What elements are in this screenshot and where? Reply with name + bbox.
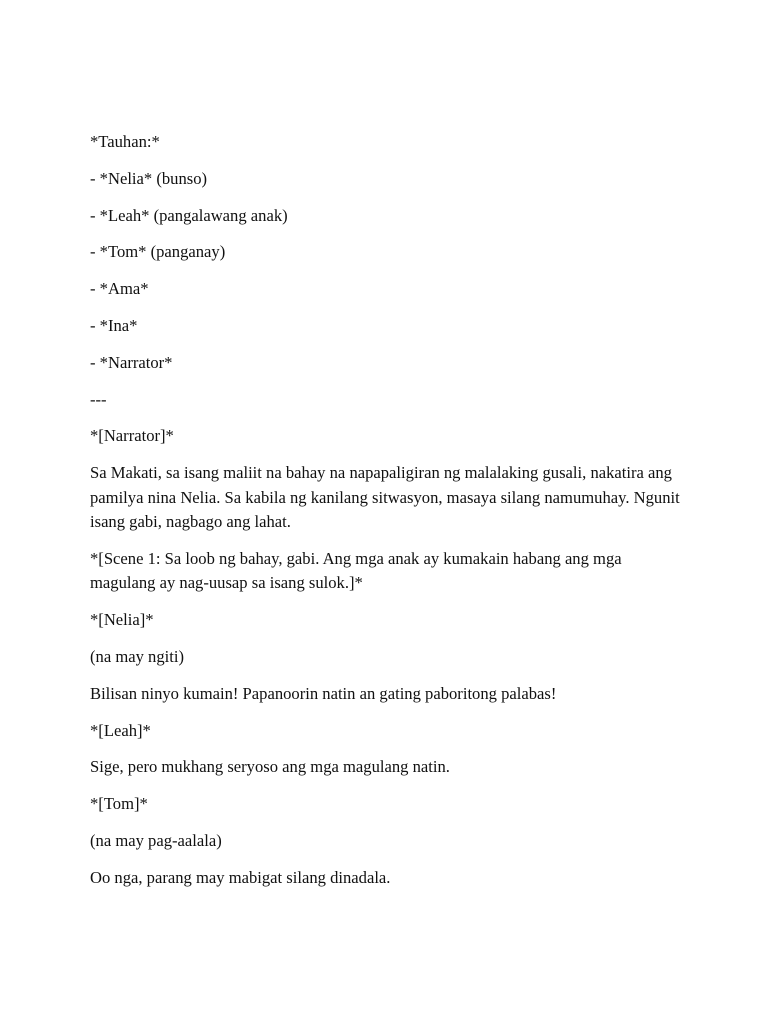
- cast-heading: *Tauhan:*: [90, 132, 160, 151]
- cast-item-nelia: - *Nelia* (bunso): [90, 168, 208, 188]
- cast-item-ina: - *Ina*: [90, 315, 138, 335]
- speaker-tom: *[Tom]*: [90, 794, 148, 814]
- dialogue-leah: Sige, pero mukhang seryoso ang mga magulang natin.: [90, 757, 450, 777]
- speaker-narrator: *[Narrator]*: [90, 426, 174, 446]
- cast-item-narrator: - *Narrator*: [90, 352, 173, 372]
- dialogue-tom: Oo nga, parang may mabigat silang dinadala.: [90, 867, 391, 887]
- cast-item-tom: - *Tom* (panganay): [90, 242, 226, 262]
- dialogue-nelia: Bilisan ninyo kumain! Papanoorin natin an gating paboritong palabas!: [90, 683, 557, 703]
- cast-item-leah: - *Leah* (pangalawang anak): [90, 205, 288, 225]
- narration-paragraph: Sa Makati, sa isang maliit na bahay na napapaligiran ng malalaking gusali, nakatira ang pamilya nina Nelia. Sa kabila ng kanilang sitwasyon, masaya silang namumuhay. Ngunit isang gabi, nagbago ang lahat.: [90, 463, 680, 532]
- scene-direction: *[Scene 1: Sa loob ng bahay, gabi. Ang mga anak ay kumakain habang ang mga magulang ay nag-uusap sa isang sulok.]*: [90, 548, 622, 593]
- section-divider: ---: [90, 389, 107, 409]
- document-body: [90, 130, 690, 903]
- stage-direction-nelia: (na may ngiti): [90, 647, 185, 667]
- speaker-leah: *[Leah]*: [90, 720, 151, 740]
- stage-direction-tom: (na may pag-aalala): [90, 831, 222, 851]
- cast-item-ama: - *Ama*: [90, 279, 149, 299]
- speaker-nelia: *[Nelia]*: [90, 610, 154, 630]
